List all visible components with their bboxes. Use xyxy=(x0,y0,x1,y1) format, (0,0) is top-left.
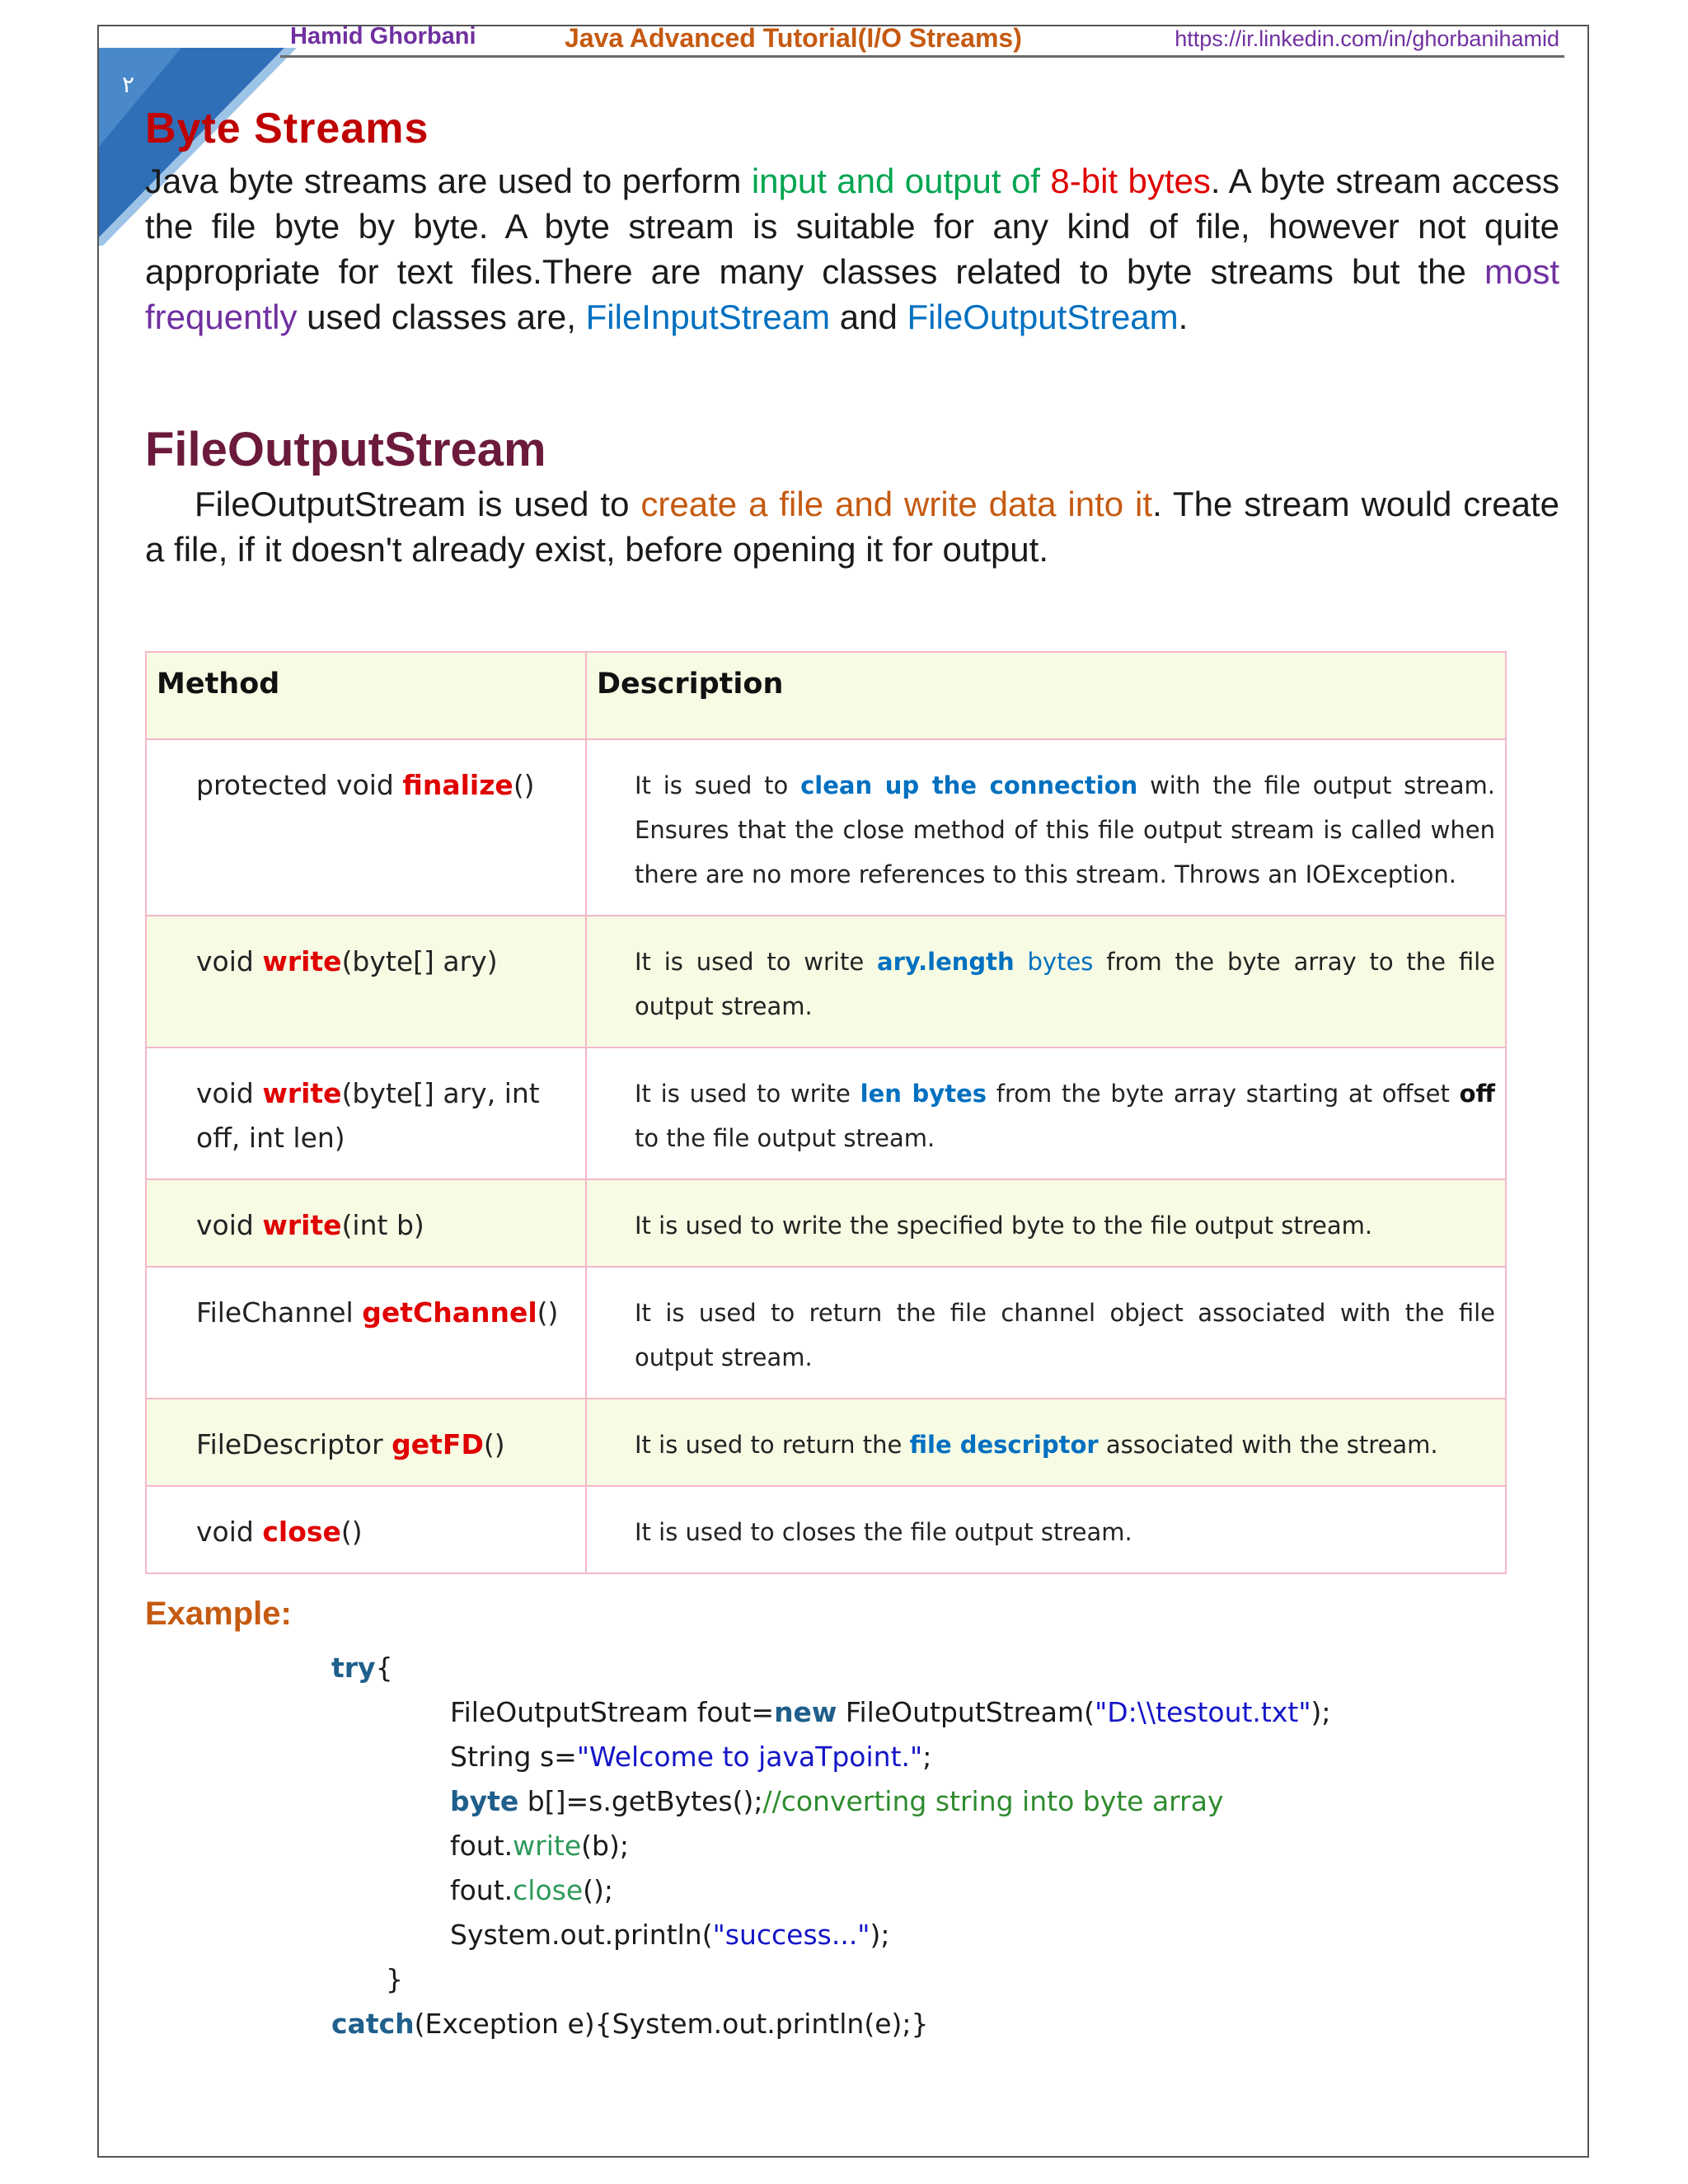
description-cell: It is used to write ary.length bytes from the byte array to the file output stream. xyxy=(586,916,1506,1047)
method-cell: FileDescriptor getFD() xyxy=(146,1399,586,1486)
code-line-6: System.out.println("success..."); xyxy=(450,1919,890,1951)
byte-streams-heading: Byte Streams xyxy=(145,105,429,152)
description-cell: It is used to closes the file output stream. xyxy=(586,1486,1506,1573)
fileoutputstream-paragraph: FileOutputStream is used to create a file and write data into it. The stream would create a file, if it doesn't already exist, before opening it for output. xyxy=(145,485,1559,569)
code-line-2: String s="Welcome to javaTpoint."; xyxy=(450,1741,932,1773)
table-row xyxy=(146,739,1506,916)
description-cell: It is used to write the specified byte to the file output stream. xyxy=(586,1179,1506,1267)
header-author: Hamid Ghorbani xyxy=(290,23,476,49)
method-cell: void write(int b) xyxy=(146,1179,586,1267)
table-row xyxy=(146,1047,1506,1179)
table-row xyxy=(146,916,1506,1047)
code-line-5: fout.close(); xyxy=(450,1874,614,1906)
header-method: Method xyxy=(146,652,586,739)
fileoutputstream-heading: FileOutputStream xyxy=(145,423,546,476)
code-line-catch: catch(Exception e){System.out.println(e);} xyxy=(331,2008,929,2040)
description-cell: It is used to return the file descriptor associated with the stream. xyxy=(586,1399,1506,1486)
table-row xyxy=(146,1399,1506,1486)
method-cell: void close() xyxy=(146,1486,586,1573)
code-line-1: FileOutputStream fout=new FileOutputStream("D:\\testout.txt"); xyxy=(450,1696,1331,1728)
method-cell: void write(byte[] ary, int off, int len) xyxy=(146,1047,586,1179)
header-url-link[interactable]: https://ir.linkedin.com/in/ghorbanihamid xyxy=(1175,26,1559,51)
method-cell: void write(byte[] ary) xyxy=(146,916,586,1047)
table-row xyxy=(146,1486,1506,1573)
code-line-try: try{ xyxy=(331,1652,393,1684)
header-description: Description xyxy=(586,652,1506,739)
methods-table xyxy=(145,651,1507,1574)
code-line-4: fout.write(b); xyxy=(450,1830,629,1862)
table-row xyxy=(146,1267,1506,1399)
description-cell: It is used to write len bytes from the byte array starting at offset off to the file output stream. xyxy=(586,1047,1506,1179)
code-line-brace: } xyxy=(386,1963,403,1995)
description-cell: It is sued to clean up the connection with the file output stream. Ensures that the close method of this file output stream is called when there are no more references to this stream. Throws an IOException. xyxy=(586,739,1506,916)
byte-streams-paragraph: Java byte streams are used to perform input and output of 8-bit bytes. A byte stream access the file byte by byte. A byte stream is suitable for any kind of file, however not quite appropriate for text files.There are many classes related to byte streams but the most frequently used classes are, FileInputStream and FileOutputStream. xyxy=(145,162,1560,336)
page-number: ٢ xyxy=(122,71,135,98)
method-cell: FileChannel getChannel() xyxy=(146,1267,586,1399)
table-row xyxy=(146,1179,1506,1267)
table-header-row xyxy=(146,652,1506,739)
code-line-3: byte b[]=s.getBytes();//converting string into byte array xyxy=(450,1785,1224,1817)
description-cell: It is used to return the file channel object associated with the file output stream. xyxy=(586,1267,1506,1399)
header-title: Java Advanced Tutorial(I/O Streams) xyxy=(565,23,1022,53)
example-label: Example: xyxy=(145,1596,292,1632)
page-header xyxy=(280,23,1564,58)
method-cell: protected void finalize() xyxy=(146,739,586,916)
